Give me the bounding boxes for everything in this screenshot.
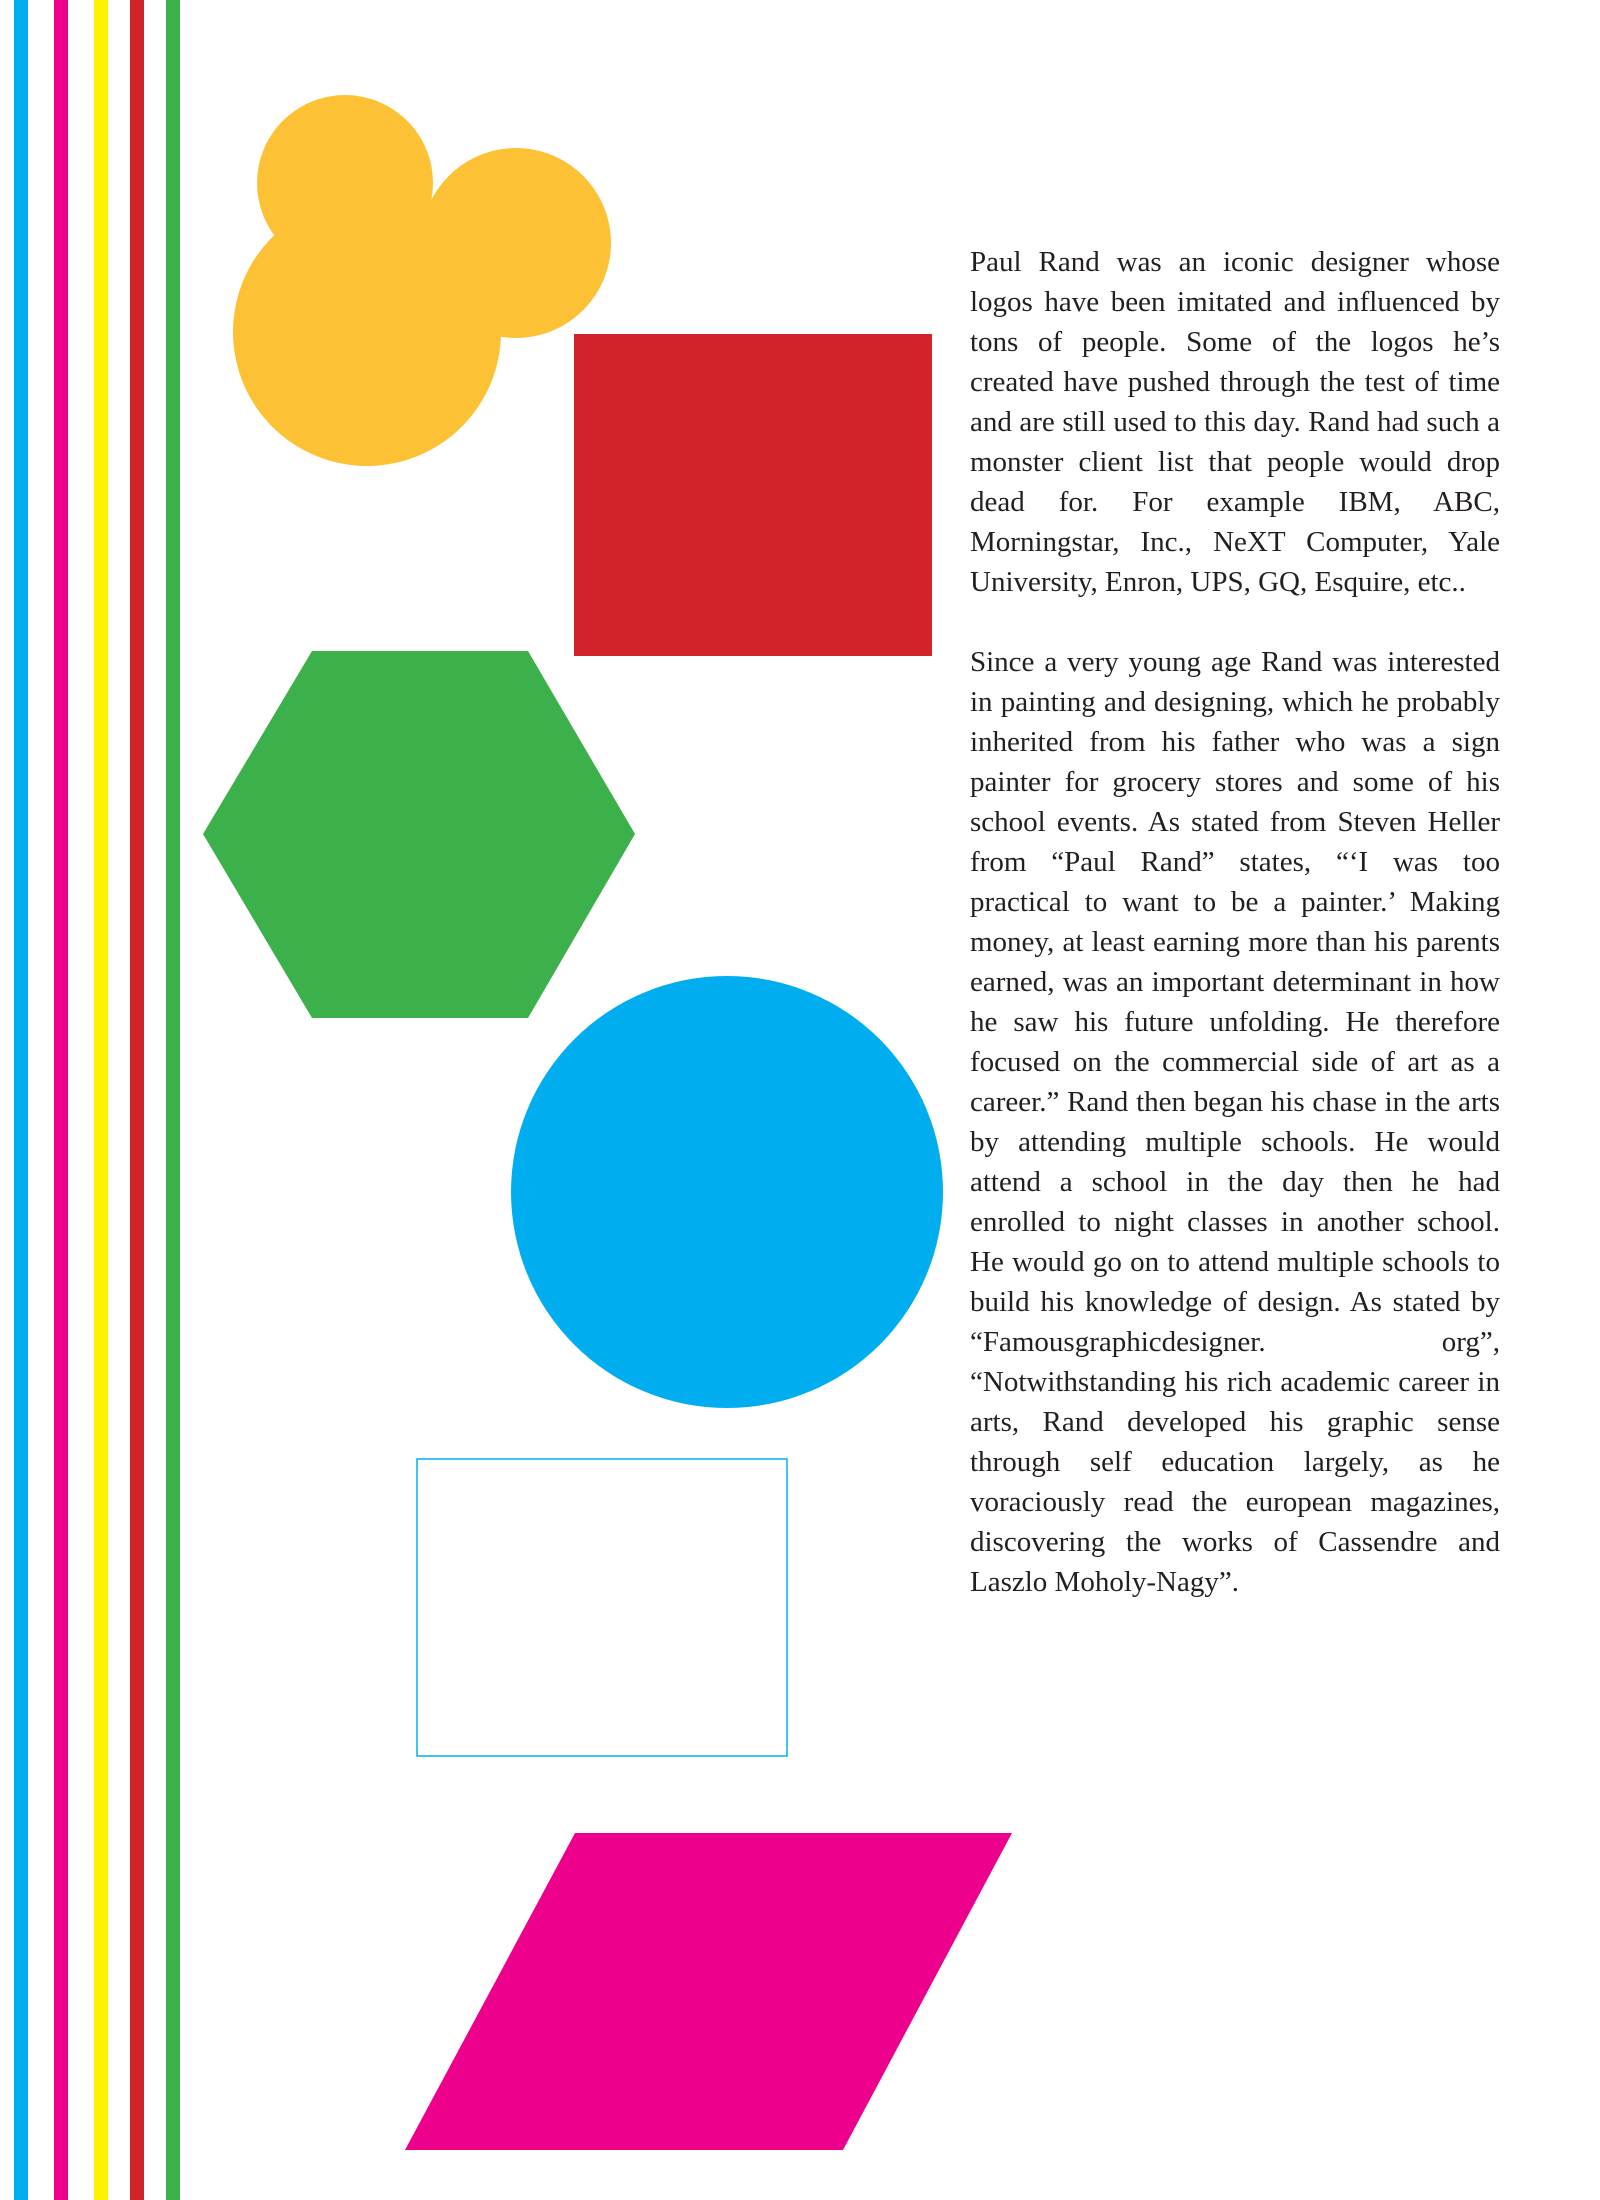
outline-rectangle xyxy=(417,1459,787,1756)
paragraph-2: Since a very young age Rand was interested in painting and designing, which he probably inherited from his father who was a sign painter for grocery stores and some of his school events. As stated from Steven Heller from “Paul Rand” states, “‘I was too practical to want to be a painter.’ Making money, at least earning more than his parents earned, was an important determinant in how he saw his future unfolding. He therefore focused on the commercial side of art as a career.” Rand then began his chase in the arts by attending multiple schools. He would attend a school in the day then he had enrolled to night classes in another school. He would go on to attend multiple schools to build his knowledge of design. As stated by “Famousgraphicdesigner. org”, “Notwithstanding his rich academic career in arts, Rand developed his graphic sense through self education largely, as he voraciously read the european magazines, discovering the works of Cassendre and Laszlo Moholy-Nagy”. xyxy=(970,646,1500,1598)
red-rectangle xyxy=(574,334,932,656)
magenta-parallelogram xyxy=(405,1833,1012,2150)
green-hexagon xyxy=(203,651,635,1018)
paragraph-1: Paul Rand was an iconic designer whose logos have been imitated and influenced by tons of people. Some of the logos he’s created have pushed through the test of time and are still used to this day. Rand had such a monster client list that people would drop dead for. For example IBM, ABC, Morningstar, Inc., NeXT Computer, Yale University, Enron, UPS, GQ, Esquire, etc.. xyxy=(970,246,1500,598)
article-text xyxy=(970,242,1500,1602)
blue-circle xyxy=(511,976,943,1408)
yellow-blob-shape xyxy=(233,95,611,466)
yellow-blob-circle-bottom xyxy=(233,198,501,466)
